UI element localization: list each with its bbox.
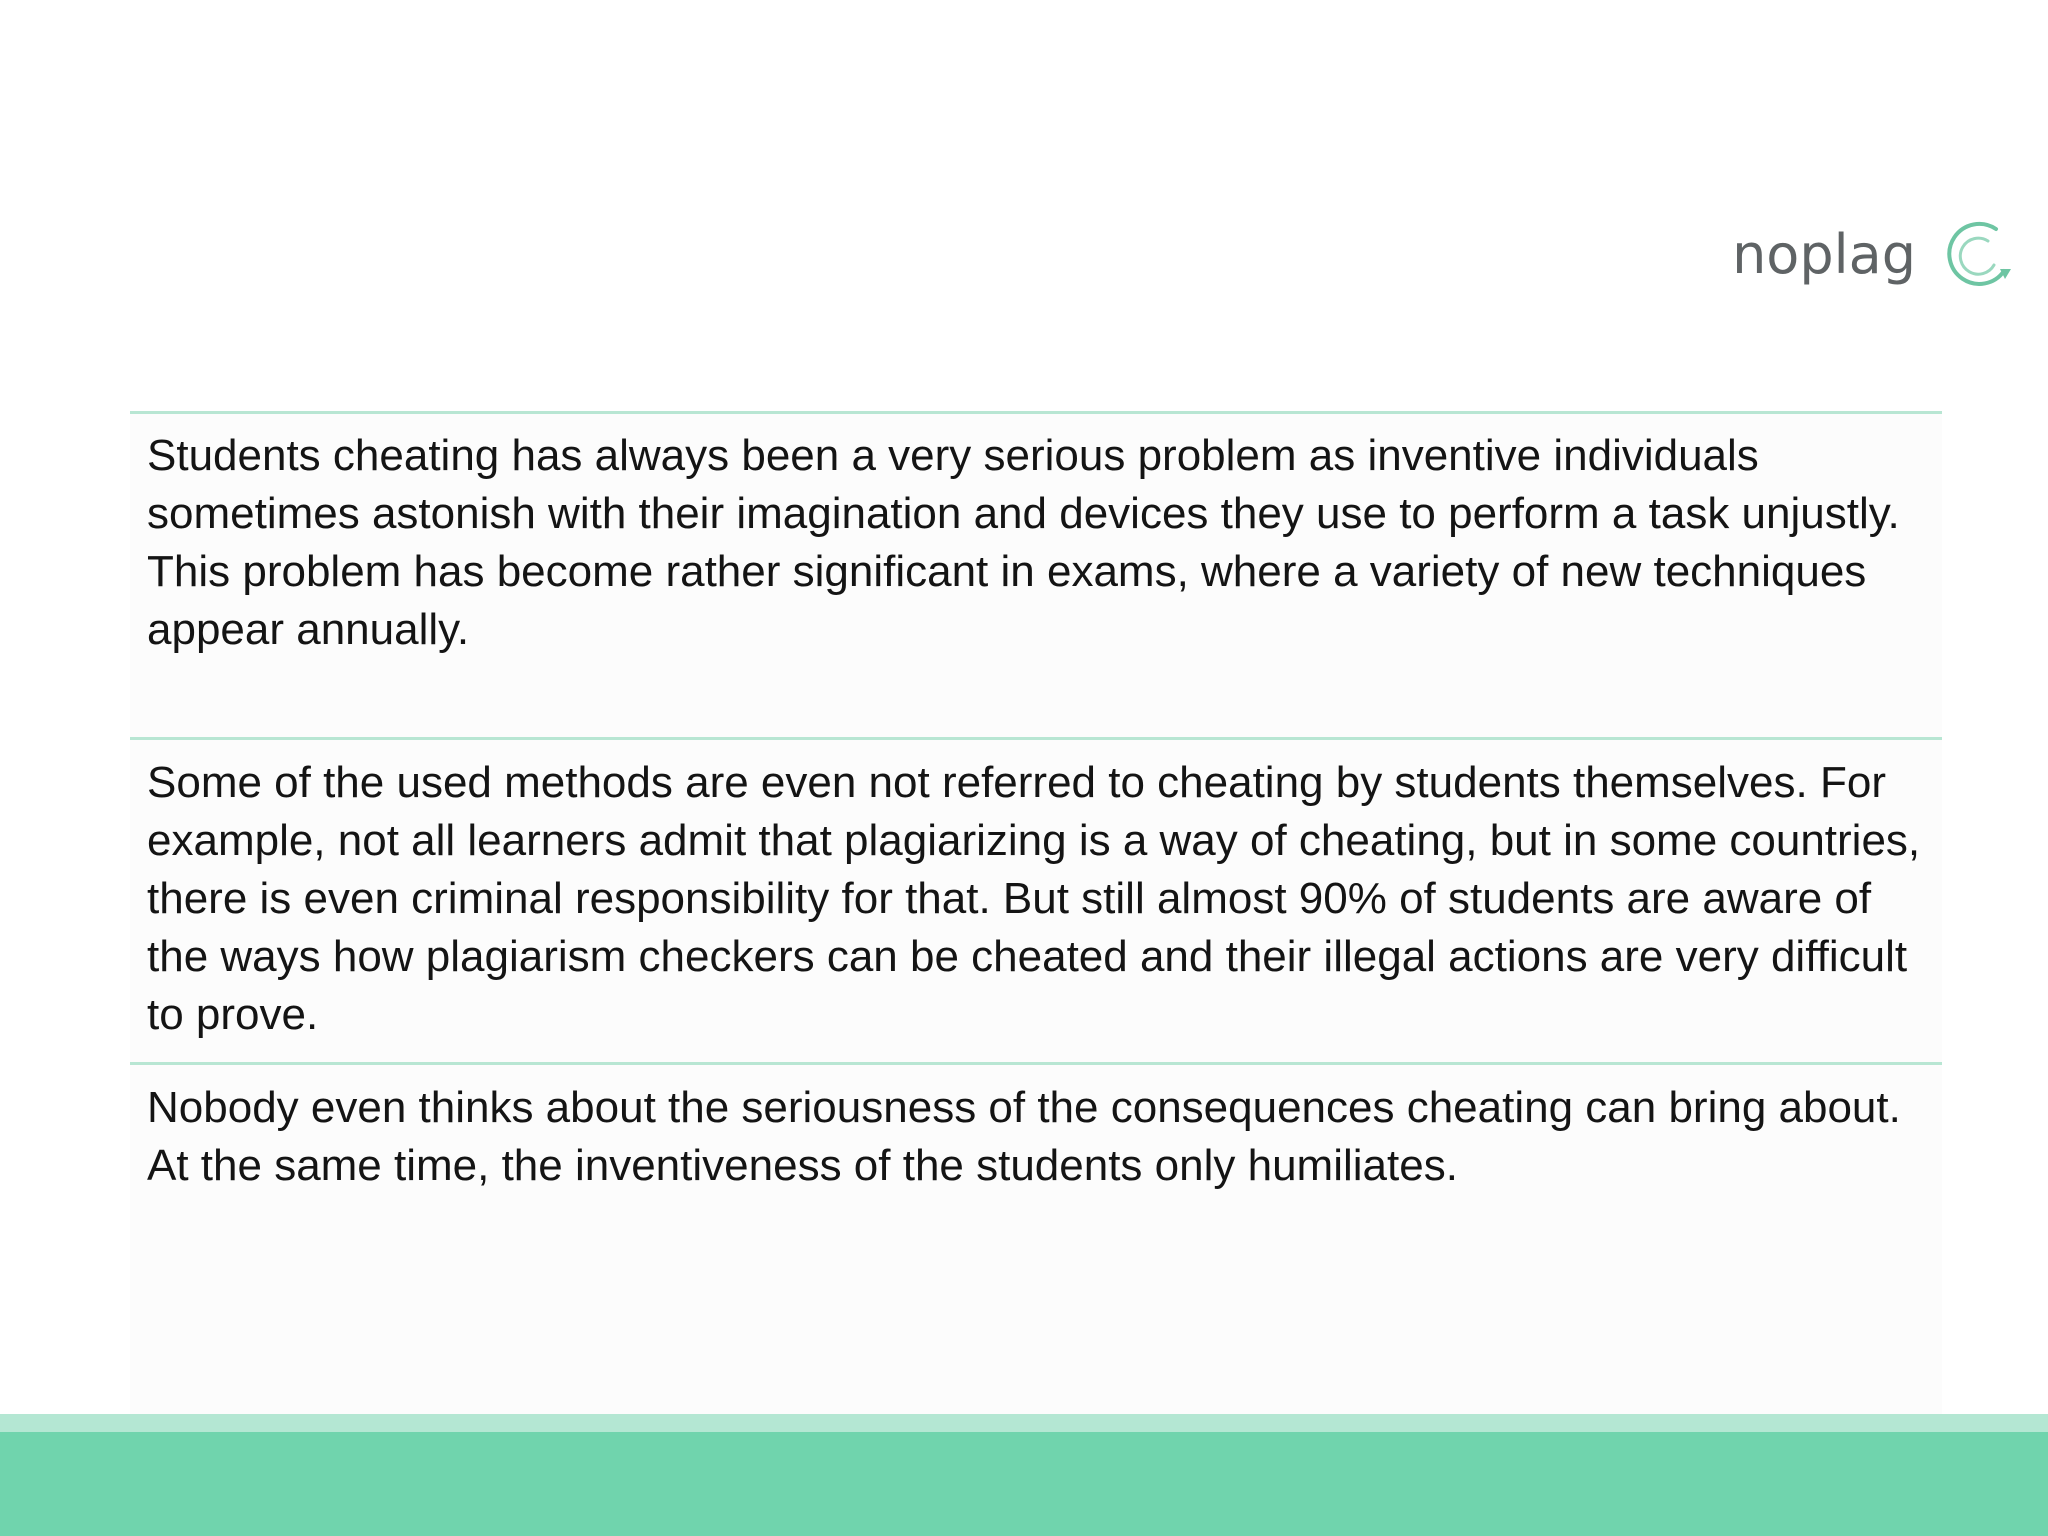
circular-arrow-icon bbox=[1934, 213, 2018, 297]
paragraph-3: Nobody even thinks about the seriousness of the consequences cheating can bring about. At the same time, the inventiveness of the students only humiliates. bbox=[147, 1083, 1901, 1190]
paragraph-2: Some of the used methods are even not referred to cheating by students themselves. For example, not all learners admit that plagiarizing is a way of cheating, but in some countries, there is even criminal responsibility for that. But still almost 90% of students are aware of the ways how plagiarism checkers can be cheated and their illegal actions are very difficult to prove. bbox=[147, 758, 1921, 1039]
divider-bottom bbox=[130, 1062, 1942, 1065]
divider-middle bbox=[130, 737, 1942, 740]
footer-band bbox=[0, 1432, 2048, 1536]
noplag-logo bbox=[1732, 210, 2018, 300]
paragraph-1: Students cheating has always been a very serious problem as inventive individuals sometimes astonish with their imagination and devices they use to perform a task unjustly. This problem has become rather significant in exams, where a variety of new techniques appear annually. bbox=[147, 431, 1900, 654]
footer-accent-stripe bbox=[0, 1414, 2048, 1432]
divider-top bbox=[130, 411, 1942, 414]
logo-text: noplag bbox=[1732, 223, 1916, 286]
